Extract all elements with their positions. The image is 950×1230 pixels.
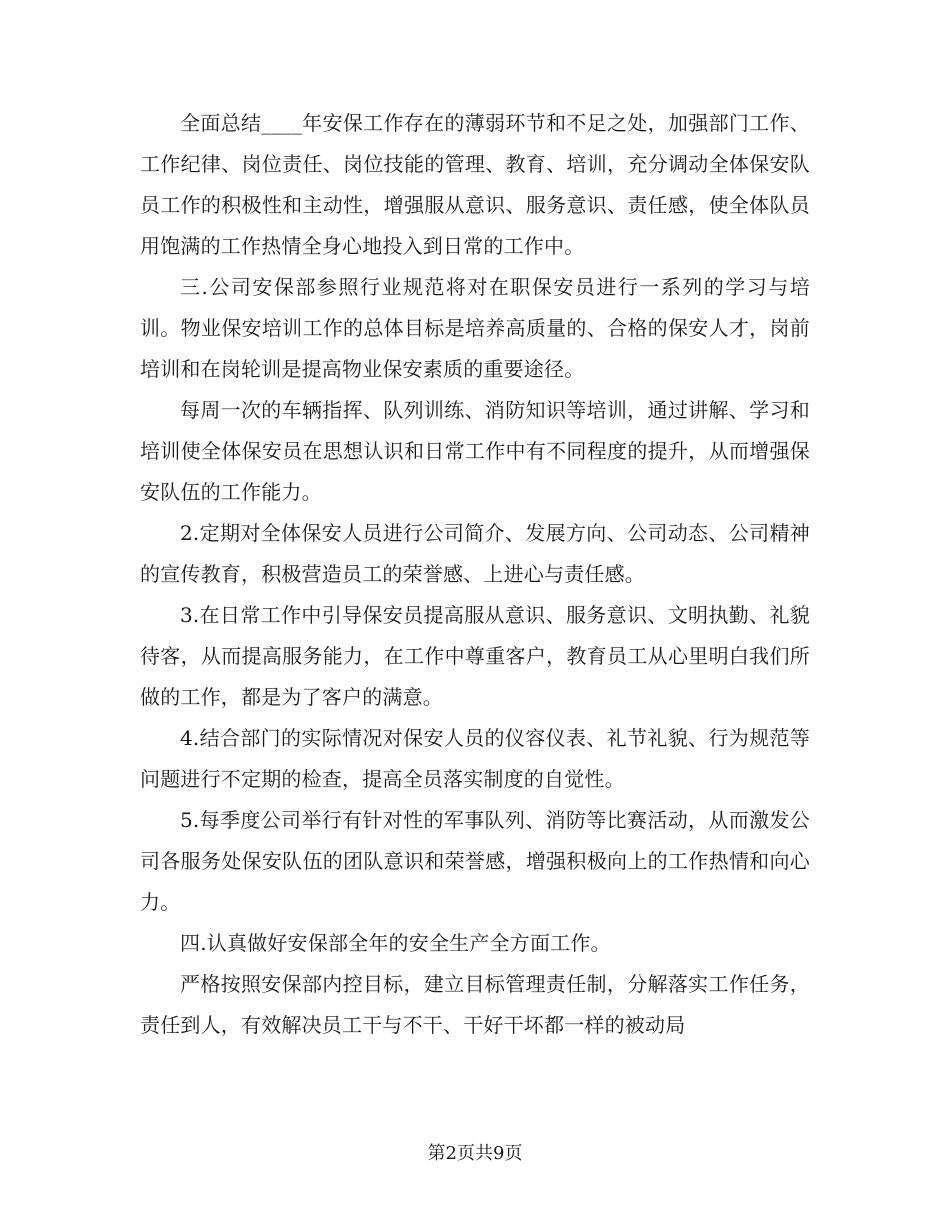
paragraph-section-three: 三.公司安保部参照行业规范将对在职保安员进行一系列的学习与培训。物业保安培训工作的总体目标是培养高质量的、合格的保安人才，岗前培训和在岗轮训是提高物业保安素质的重要途径。: [140, 275, 810, 381]
paragraph-item-5: 5.每季度公司举行有针对性的军事队列、消防等比赛活动，从而激发公司各服务处保安队伍的团队意识和荣誉感，增强积极向上的工作热情和向心力。: [140, 808, 810, 914]
paragraph-section-four: 四.认真做好安保部全年的安全生产全方面工作。: [180, 931, 611, 955]
paragraph-weekly-training: 每周一次的车辆指挥、队列训练、消防知识等培训，通过讲解、学习和培训使全体保安员在思想认识和日常工作中有不同程度的提升，从而增强保安队伍的工作能力。: [140, 398, 810, 504]
paragraph-item-2: 2.定期对全体保安人员进行公司简介、发展方向、公司动态、公司精神的宣传教育，积极营造员工的荣誉感、上进心与责任感。: [140, 521, 810, 586]
document-body: [140, 103, 810, 1046]
page-number-footer: 第2页共9页: [427, 1143, 523, 1164]
paragraph-summary: 全面总结____年安保工作存在的薄弱环节和不足之处，加强部门工作、工作纪律、岗位责任、岗位技能的管理、教育、培训，充分调动全体保安队员工作的积极性和主动性，增强服从意识、服务意识、责任感，使全体队员用饱满的工作热情全身心地投入到日常的工作中。: [140, 111, 810, 258]
paragraph-item-4: 4.结合部门的实际情况对保安人员的仪容仪表、礼节礼貌、行为规范等问题进行不定期的检查，提高全员落实制度的自觉性。: [140, 726, 810, 791]
paragraph-item-3: 3.在日常工作中引导保安员提高服从意识、服务意识、文明执勤、礼貌待客，从而提高服务能力，在工作中尊重客户，教育员工从心里明白我们所做的工作，都是为了客户的满意。: [140, 603, 810, 709]
paragraph-target-management: 严格按照安保部内控目标，建立目标管理责任制，分解落实工作任务，责任到人，有效解决员工干与不干、干好干坏都一样的被动局: [140, 972, 810, 1037]
